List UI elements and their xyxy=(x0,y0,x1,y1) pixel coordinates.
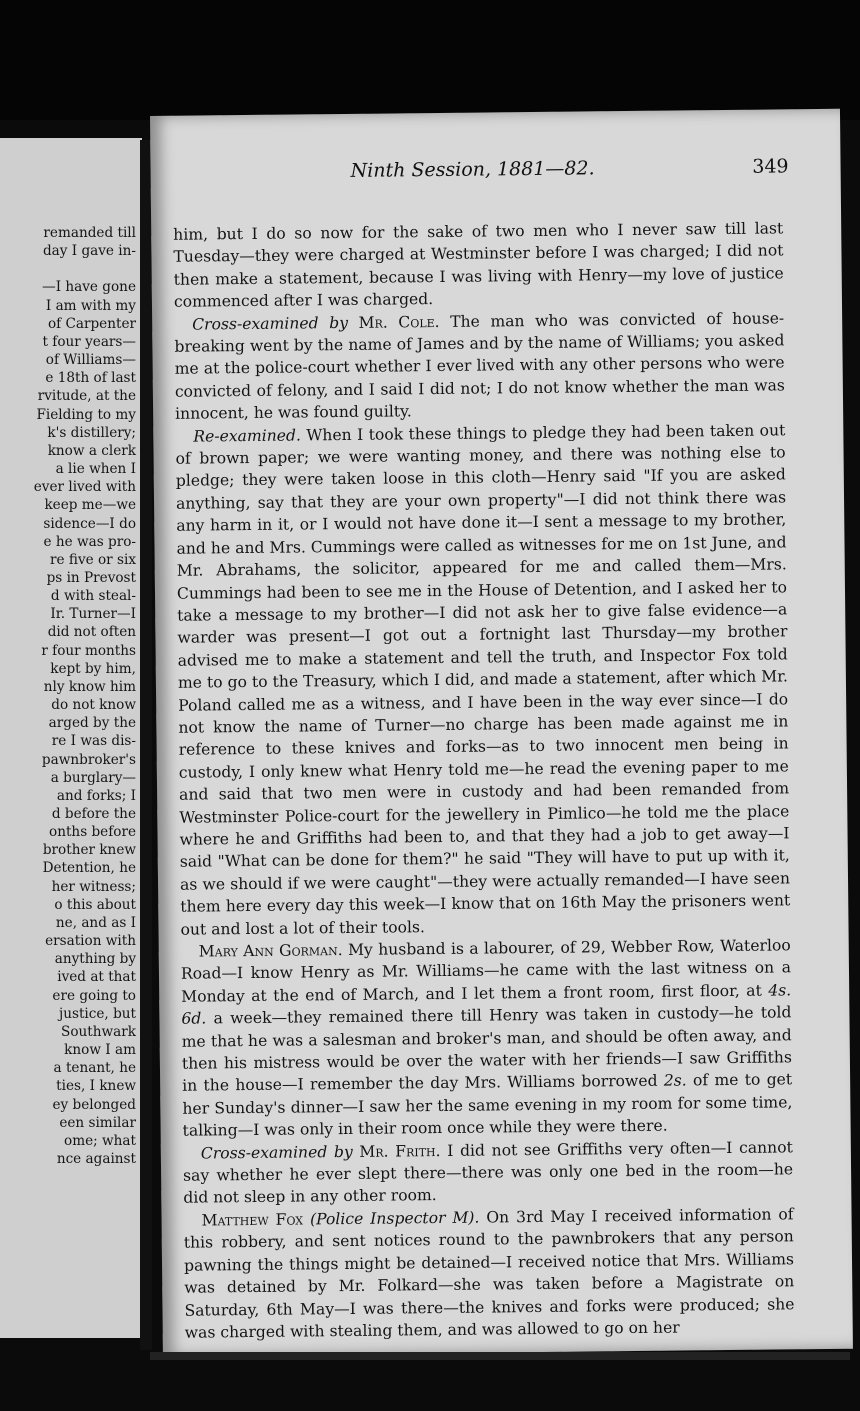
examination-label: Cross-examined by xyxy=(200,1142,353,1163)
paragraph-re-examination xyxy=(175,419,790,941)
left-page-line: re five or six xyxy=(50,551,136,568)
counsel-name: Mr. Cole. xyxy=(358,312,440,332)
left-page-line: re I was dis- xyxy=(51,733,136,750)
paragraph-text: On 3rd May I received information of this robbery, and sent notices round to the pawnbrokers that any person pawning the things might be detained—I received notice that Mrs. Williams was detained by Mr. Folkard—she was taken before a Magistrate on Saturday, 6th May—I was there—the knives and forks were produced; she was charged with stealing them, and was allowed to go on her xyxy=(183,1205,795,1342)
witness-name: Matthew Fox xyxy=(201,1210,304,1230)
left-page-line: do not know xyxy=(51,697,136,714)
left-page-line: ome; what xyxy=(64,1132,136,1149)
counsel-name: Mr. Frith. xyxy=(359,1141,441,1161)
paragraph-text: My husband is a labourer, of 29, Webber Row, Waterloo Road—I know Henry as Mr. Williams—he came with the last witness on a Monday at the end of March, and I let them a front room, first floor, at xyxy=(180,936,792,1006)
page-edge-shadow xyxy=(150,1352,850,1360)
left-page-line: of Carpenter xyxy=(47,315,136,332)
left-page-line: her witness; xyxy=(51,878,136,895)
left-page-line: ties, I knew xyxy=(56,1078,136,1095)
money-amount: 4s. 6d. xyxy=(181,981,792,1028)
left-page-line: remanded till xyxy=(43,225,136,241)
left-page-line: arged by the xyxy=(48,715,136,732)
left-page-fragment xyxy=(0,138,142,1338)
left-page-line: e he was pro- xyxy=(43,533,136,550)
left-page-line: ne, and as I xyxy=(55,914,136,931)
paragraph-text: him, but I do so now for the sake of two men who I never saw till last Tuesday—they were charged at Westminster before I was charged; I did not then make a statement, because I was living with Henry—my love of justice commenced after I was charged. xyxy=(173,219,784,311)
examination-label: Re-examined. xyxy=(193,426,301,446)
paragraph-cross-examination-cole xyxy=(174,307,785,425)
left-page-line: I am with my xyxy=(45,297,136,314)
left-page-line: kept by him, xyxy=(50,660,136,677)
left-page-line: Ir. Turner—I xyxy=(50,606,136,623)
left-page-line: ersation with xyxy=(45,933,136,950)
witness-name: Mary Ann Gorman. xyxy=(198,941,343,961)
paragraph-text: of me to get her Sunday's dinner—I saw her the same evening in my room for some time, talking—I was only in their room once while they were there. xyxy=(182,1070,793,1140)
left-page-line: r four months xyxy=(41,642,136,659)
paragraph-text: When I took these things to pledge they had been taken out of brown paper; we were wanting money, and there was nothing else to pledge; they were taken loose in this cloth—Henry said "If you are asked anything, say that they are your own property"—I did not think there was any harm in it, or I would not have done it—I sent a message to my brother, and he and Mrs. Cummings were called as witnesses for me on 1st June, and Mr. Abrahams, the solicitor, appeared for me and called them—Mrs. Cummings had been to see me in the House of Detention, and I asked her to take a message to my brother—I did not ask her to give false evidence—a warder was present—I got out a fortnight last Thursday—my brother advised me to make a statement and tell the truth, and Inspector Fox told me to go to the Treasury, which I did, and made a statement, after which Mr. Poland called me as a witness, and I have been in the way ever since—I do not know the name of Turner—no charge has been made against me in reference to these knives and forks—as to two innocent men being in custody, I only knew what Henry told me—he read the evening paper to me and said that two men were in custody and had been remanded from Westminster Police-court for the jewellery in Pimlico—he told me the place where he and Griffiths had been to, and that they had a job to get away—I said "What can be done for them?" he said "They will have to put up with it, as we should if we were caught"—they were actually remanded—I have seen them here every day this week—I know that on 16th May the prisoners went out and lost a lot of their tools. xyxy=(175,421,791,939)
left-page-line: day I gave in- xyxy=(42,243,136,260)
witness-role: (Police Inspector M). xyxy=(309,1208,480,1229)
running-head: Ninth Session, 1881—82. xyxy=(350,157,595,182)
left-page-line: ived at that xyxy=(57,969,136,986)
left-page-line: een similar xyxy=(59,1114,136,1131)
left-page-line: a tenant, he xyxy=(53,1060,136,1077)
left-page-line: anything by xyxy=(54,951,136,968)
money-amount: 2s. xyxy=(663,1071,687,1091)
left-page-line: o this about xyxy=(54,896,136,913)
left-page-line: justice, but xyxy=(59,1005,136,1022)
page-header xyxy=(180,155,800,185)
paragraph-text: I did not see Griffiths very often—I cannot say whether he ever slept there—there was only one bed in the room—he did not sleep in any other room. xyxy=(183,1137,794,1208)
left-page-line: ps in Prevost xyxy=(46,569,136,586)
left-page-line xyxy=(0,260,136,278)
left-page-line: ey belonged xyxy=(52,1096,136,1113)
left-page-text xyxy=(0,224,136,1168)
left-page-line: a burglary— xyxy=(50,769,136,786)
paragraph-testimony-end xyxy=(173,217,784,313)
left-page-line: and forks; I xyxy=(56,787,136,804)
left-page-line: Southwark xyxy=(61,1023,136,1040)
left-page-line: sidence—I do xyxy=(43,515,136,532)
left-page-line: brother knew xyxy=(42,842,136,859)
left-page-line: keep me—we xyxy=(44,497,136,514)
scan-background-top xyxy=(0,0,860,120)
left-page-line: ever lived with xyxy=(33,479,136,496)
left-page-line: d before the xyxy=(51,806,136,822)
left-page-line: d with steal- xyxy=(50,588,136,605)
left-page-line: Fielding to my xyxy=(36,406,136,423)
left-page-line: e 18th of last xyxy=(45,370,136,387)
left-page-line: t four years— xyxy=(42,333,136,350)
page-number: 349 xyxy=(752,155,789,178)
examination-label: Cross-examined by xyxy=(192,313,349,334)
left-page-line: did not often xyxy=(47,624,136,641)
right-page xyxy=(150,109,853,1356)
paragraph-cross-examination-frith xyxy=(183,1136,794,1210)
left-page-line: onths before xyxy=(49,824,136,841)
left-page-line: nce against xyxy=(56,1150,136,1167)
left-page-line: nly know him xyxy=(43,678,136,695)
left-page-line: know a clerk xyxy=(47,442,136,459)
left-page-line: pawnbroker's xyxy=(41,751,136,768)
left-page-line: ere going to xyxy=(52,987,136,1004)
paragraph-witness-gorman xyxy=(181,934,793,1142)
left-page-line: know I am xyxy=(64,1042,136,1059)
body-text xyxy=(173,217,795,1344)
left-page-line: of Williams— xyxy=(45,352,136,369)
paragraph-witness-fox xyxy=(183,1203,794,1344)
paragraph-text: a week—they remained there till Henry was taken in custody—he told me that he was a salesman and broker's man, and should be often away, and then his mistress would be over the water with her friends—I saw Griffiths in the house—I remember the day Mrs. Williams borrowed xyxy=(181,1003,792,1096)
book-gutter xyxy=(140,140,152,1350)
left-page-line: Detention, he xyxy=(42,860,136,877)
paragraph-text: The man who was convicted of house-breaking went by the name of James and by the name of Williams; you asked me at the police-court whether I ever lived with any other persons who were convicted of felony, and I said I did not; I do not know whether the man was innocent, he was found guilty. xyxy=(174,308,785,424)
left-page-line: k's distillery; xyxy=(47,424,136,441)
left-page-line: rvitude, at the xyxy=(37,388,136,405)
left-page-line: a lie when I xyxy=(55,461,136,478)
left-page-line: —I have gone xyxy=(42,279,136,296)
